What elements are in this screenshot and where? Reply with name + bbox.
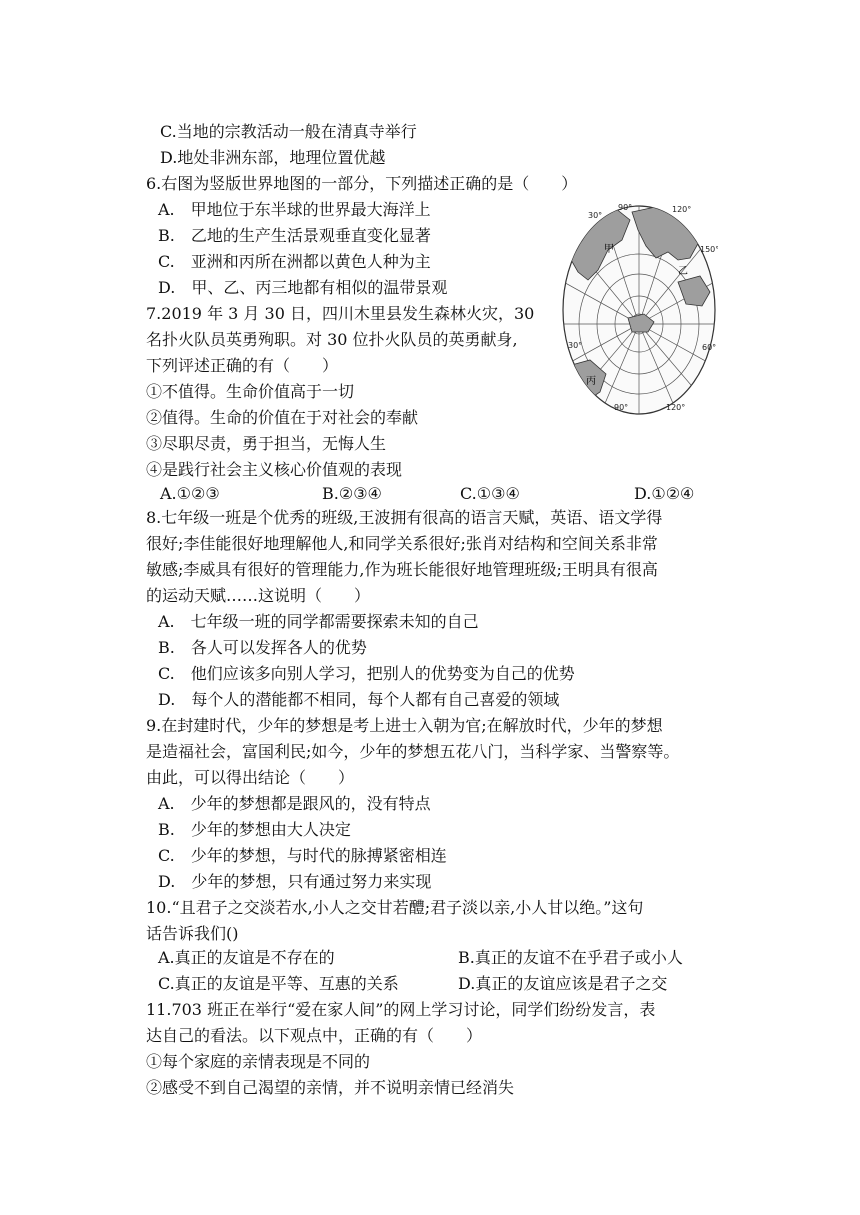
map-label: 120° xyxy=(666,403,686,412)
text-line: C. 亚洲和丙所在洲都以黄色人种为主 xyxy=(158,252,431,271)
text-line: D. 少年的梦想，只有通过努力来实现 xyxy=(158,872,432,891)
text-line: 的运动天赋……这说明（ ） xyxy=(146,586,371,605)
text-line: 9.在封建时代，少年的梦想是考上进士入朝为官;在解放时代，少年的梦想 xyxy=(146,716,663,735)
text-line: C. 少年的梦想，与时代的脉搏紧密相连 xyxy=(158,846,447,865)
text-line: D. 甲、乙、丙三地都有相似的温带景观 xyxy=(158,278,448,297)
text-line: C. 他们应该多向别人学习，把别人的优势变为自己的优势 xyxy=(158,664,575,683)
text-line: ①每个家庭的亲情表现是不同的 xyxy=(146,1052,371,1071)
text-line: ②值得。生命的价值在于对社会的奉献 xyxy=(146,408,419,427)
option-a: A.真正的友谊是不存在的 xyxy=(158,948,335,967)
text-line: A. 甲地位于东半球的世界最大海洋上 xyxy=(158,200,431,219)
map-label: 150° xyxy=(700,245,718,254)
text-line: 达自己的看法。以下观点中，正确的有（ ） xyxy=(146,1026,483,1045)
text-line: D. 每个人的潜能都不相同，每个人都有自己喜爱的领域 xyxy=(158,690,560,709)
option-d: D.①②④ xyxy=(634,484,695,503)
option-c: C.①③④ xyxy=(460,484,520,503)
text-line: B. 少年的梦想由大人决定 xyxy=(158,820,351,839)
text-line: C.当地的宗教活动一般在清真寺举行 xyxy=(160,122,417,141)
text-line: ②感受不到自己渴望的亲情，并不说明亲情已经消失 xyxy=(146,1078,515,1097)
text-line: 10.“且君子之交淡若水,小人之交甘若醴;君子淡以亲,小人甘以绝。”这句 xyxy=(146,898,644,917)
text-line: 由此，可以得出结论（ ） xyxy=(146,768,355,787)
text-line: 7.2019 年 3 月 30 日，四川木里县发生森林火灾，30 xyxy=(146,304,535,323)
text-line: A. 七年级一班的同学都需要探索未知的自己 xyxy=(158,612,479,631)
map-label: 60° xyxy=(702,343,717,352)
map-label-jia: 甲 xyxy=(604,244,614,255)
map-label: 30° xyxy=(568,341,583,350)
text-line: 11.703 班正在举行“爱在家人间”的网上学习讨论，同学们纷纷发言，表 xyxy=(146,1000,656,1019)
map-label: 120° xyxy=(672,205,692,214)
map-label: 90° xyxy=(618,203,633,212)
text-line: 名扑火队员英勇殉职。对 30 位扑火队员的英勇献身, xyxy=(146,330,518,349)
option-b: B.真正的友谊不在乎君子或小人 xyxy=(458,948,683,967)
text-line: 敏感;李威具有很好的管理能力,作为班长能很好地管理班级;王明具有很高 xyxy=(146,560,658,579)
world-map-figure xyxy=(560,200,718,415)
option-c: C.真正的友谊是平等、互惠的关系 xyxy=(158,974,399,993)
text-line: ④是践行社会主义核心价值观的表现 xyxy=(146,460,403,479)
text-line: 很好;李佳能很好地理解他人,和同学关系很好;张肖对结构和空间关系非常 xyxy=(146,534,658,553)
option-a: A.①②③ xyxy=(160,484,220,503)
option-b: B.②③④ xyxy=(322,484,382,503)
text-line: 6.右图为竖版世界地图的一部分，下列描述正确的是（ ） xyxy=(146,174,578,193)
text-line: B. 各人可以发挥各人的优势 xyxy=(158,638,367,657)
text-line: ③尽职尽责，勇于担当，无悔人生 xyxy=(146,434,387,453)
map-label-bing: 丙 xyxy=(586,376,596,387)
text-line: ①不值得。生命价值高于一切 xyxy=(146,382,355,401)
map-label-yi: 乙 xyxy=(678,266,688,277)
text-line: 话告诉我们() xyxy=(146,924,239,943)
text-line: 下列评述正确的有（ ） xyxy=(146,356,339,375)
text-line: 是造福社会，富国利民;如今，少年的梦想五花八门，当科学家、当警察等。 xyxy=(146,742,680,761)
text-line: 8.七年级一班是个优秀的班级,王波拥有很高的语言天赋，英语、语文学得 xyxy=(146,508,663,527)
option-d: D.真正的友谊应该是君子之交 xyxy=(458,974,668,993)
text-line: D.地处非洲东部，地理位置优越 xyxy=(160,148,386,167)
map-label: 90° xyxy=(614,403,629,412)
text-line: A. 少年的梦想都是跟风的，没有特点 xyxy=(158,794,431,813)
world-map-svg xyxy=(560,200,718,415)
map-label: 30° xyxy=(588,211,603,220)
text-line: B. 乙地的生产生活景观垂直变化显著 xyxy=(158,226,431,245)
